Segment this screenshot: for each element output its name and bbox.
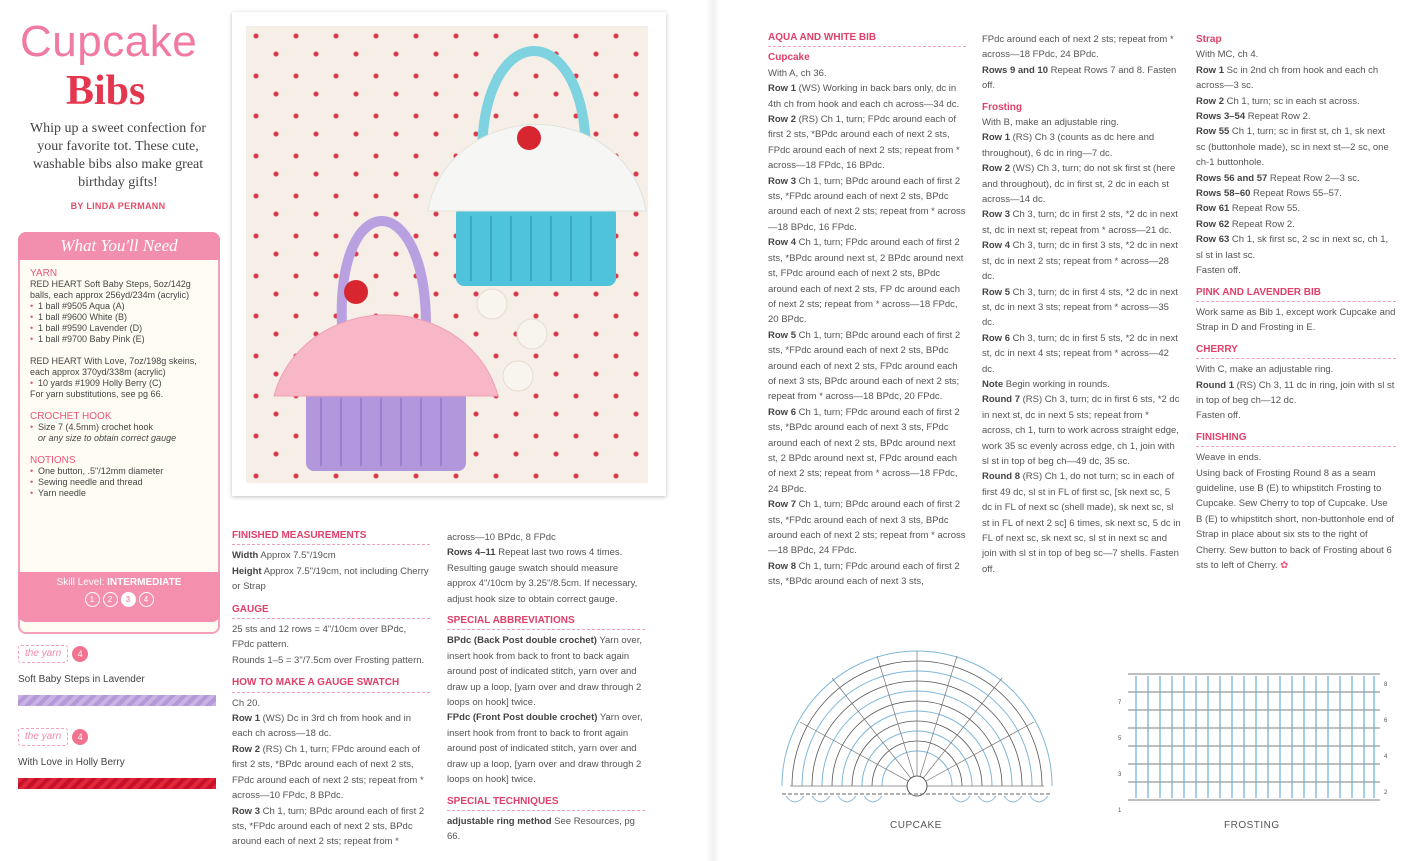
skill-dot: 2 bbox=[103, 592, 118, 607]
cupcake-intro: With A, ch 36. bbox=[768, 67, 827, 79]
materials-list bbox=[30, 266, 212, 499]
round-text: (RS) Ch 3, turn; dc in first 6 sts, *2 dc in next st, dc in next 5 sts; repeat from * across, ch 1, turn to work across straight edge, work 35 sc evenly across edge, ch 1, join with sl st in top of beg ch—49 dc, 35 sc. bbox=[982, 394, 1180, 467]
yarn-name-1: Soft Baby Steps in Lavender bbox=[18, 674, 145, 685]
frosting-row-number: 3 bbox=[1118, 772, 1122, 778]
hook-note: or any size to obtain correct gauge bbox=[38, 433, 177, 443]
title-line2: Bibs bbox=[66, 68, 146, 114]
skill-value: INTERMEDIATE bbox=[107, 577, 182, 588]
left-text-column bbox=[232, 528, 430, 850]
frosting-row-number: 5 bbox=[1118, 736, 1122, 742]
yarn-heading: YARN bbox=[30, 268, 58, 279]
note-text: Begin working in rounds. bbox=[1005, 378, 1110, 390]
row-label: Row 63 bbox=[1196, 234, 1230, 246]
row-label: Row 5 bbox=[768, 329, 796, 341]
yarn-weight-icon: 4 bbox=[72, 729, 88, 745]
row-text: Repeat Row 2. bbox=[1247, 111, 1311, 123]
row-label: Row 2 bbox=[982, 163, 1010, 175]
width-label: Width bbox=[232, 550, 259, 562]
frosting-stitch-diagram bbox=[1108, 664, 1398, 819]
row-label: Row 55 bbox=[1196, 126, 1230, 138]
row-label: Row 2 bbox=[1196, 95, 1224, 107]
right-column-2 bbox=[982, 32, 1182, 577]
frosting-row-number: 1 bbox=[1118, 808, 1122, 814]
yarn-name-2: With Love in Holly Berry bbox=[18, 757, 125, 768]
row-text: Repeat last two rows 4 times. Resulting gauge swatch should measure approx 4"/10cm by 3.25"/8.5cm. If necessary, adjust hook size to obtain correct gauge. bbox=[447, 547, 638, 605]
notions-heading: NOTIONS bbox=[30, 455, 76, 466]
row-text: Repeat Row 2. bbox=[1231, 218, 1295, 230]
cupcake-stitch-diagram bbox=[772, 636, 1062, 816]
cherry-fasten: Fasten off. bbox=[1196, 410, 1241, 422]
row-text: Ch 1, turn; BPdc around each of first 2 sts, *FPdc around each of next 2 sts, BPdc around each of next 2 sts; repeat from * across—18 BPdc, 16 FPdc. bbox=[768, 175, 966, 233]
frosting-row-number: 8 bbox=[1384, 682, 1388, 688]
yarn1-item: • 1 ball #9590 Lavender (D) bbox=[30, 323, 212, 334]
row-text: Ch 1, turn; BPdc around each of first 2 sts, *FPdc around each of next 2 sts, BPdc around each of next 2 sts, FPdc around each of next 3 sts, BPdc around each of next 2 sts; repeat from * across—18 BPdc, 20 FPdc. bbox=[768, 329, 961, 403]
row-label: Rows 58–60 bbox=[1196, 188, 1251, 200]
row-text: Ch 1, sk first sc, 2 sc in next sc, ch 1, sl st in last sc. bbox=[1196, 234, 1389, 261]
cherry-heading: CHERRY bbox=[1196, 342, 1396, 359]
skill-dot-active: 3 bbox=[121, 592, 136, 607]
row-label: Rows 3–54 bbox=[1196, 111, 1246, 123]
height-text: Approx 7.5"/19cm, not including Cherry or Strap bbox=[232, 565, 429, 593]
row-text: Ch 3, turn; dc in first 4 sts, *2 dc in next st, dc in next 3 sts; repeat from * across—35 dc. bbox=[982, 286, 1178, 329]
row-text: Ch 3, turn; dc in first 2 sts, *2 dc in next st, dc in next st; repeat from * across—21 dc. bbox=[982, 209, 1178, 236]
frosting-diagram-label: FROSTING bbox=[1224, 820, 1280, 831]
yarn-sub-note: For yarn substitutions, see pg 66. bbox=[30, 389, 164, 399]
row-label: Row 2 bbox=[768, 114, 796, 126]
row-label: Row 4 bbox=[768, 237, 796, 249]
swatch-continued: across—10 BPdc, 8 FPdc bbox=[447, 532, 556, 543]
cupcake-continued: FPdc around each of next 2 sts; repeat from * across—18 FPdc, 24 BPdc. bbox=[982, 34, 1174, 61]
technique-label: adjustable ring method bbox=[447, 815, 552, 827]
row-text: Ch 1, turn; BPdc around each of first 2 sts, *FPdc around each of next 3 sts, BPdc around each of next 2 sts; repeat from * across—18 BPdc, 24 FPdc. bbox=[768, 499, 966, 557]
row-label: Row 61 bbox=[1196, 203, 1230, 215]
techniques-heading: SPECIAL TECHNIQUES bbox=[447, 794, 645, 811]
swatch-ch: Ch 20. bbox=[232, 697, 260, 709]
row-label: Row 6 bbox=[768, 406, 796, 418]
gauge-text-1: 25 sts and 12 rows = 4"/10cm over BPdc, FPdc pattern. bbox=[232, 624, 407, 651]
row-label: Rows 4–11 bbox=[447, 547, 496, 559]
strap-subheading: Strap bbox=[1196, 34, 1222, 45]
row-text: Ch 3, turn; dc in first 3 sts, *2 dc in next st, dc in next 2 sts; repeat from * across—28 dc. bbox=[982, 240, 1178, 283]
bibs-illustration bbox=[246, 26, 648, 483]
fpdc-text: Yarn over, insert hook from front to back to front again around post of indicated stitch, yarn over and draw up a loop, [yarn over and draw through 2 loops on hook] twice. bbox=[447, 712, 643, 786]
row-text: Repeat Row 2—3 sc. bbox=[1269, 172, 1360, 184]
round-text: (RS) Ch 1, do not turn; sc in each of first 49 dc, sl st in FL of first sc, [sk next sc, 5 dc in FL of next sc (shell made), sk next sc, sl st in FL of next 2 sc] 6 times, sk next sc, 5 dc in FL of next sc, sk next sc, sl st in next sc and join with sl st in top of beg sc—7 shells. Fasten off. bbox=[982, 471, 1181, 575]
gauge-text-2: Rounds 1–5 = 3"/7.5cm over Frosting pattern. bbox=[232, 654, 425, 666]
gauge-swatch-heading: HOW TO MAKE A GAUGE SWATCH bbox=[232, 675, 430, 692]
title-line1: Cupcake bbox=[20, 17, 198, 66]
abbreviations-heading: SPECIAL ABBREVIATIONS bbox=[447, 613, 645, 630]
row-label: Row 6 bbox=[982, 332, 1010, 344]
finishing-text-1: Weave in ends. bbox=[1196, 452, 1262, 464]
frosting-row-number: 7 bbox=[1118, 700, 1122, 706]
cupcake-bibs-photo bbox=[246, 26, 648, 483]
row-text: Ch 1, turn; FPdc around each of first 2 sts, *BPdc around each of next 3 sts, bbox=[768, 560, 960, 588]
materials-heading: What You'll Need bbox=[18, 232, 220, 260]
row-label: Row 4 bbox=[982, 240, 1010, 252]
frosting-intro: With B, make an adjustable ring. bbox=[982, 117, 1119, 129]
pink-bib-heading: PINK AND LAVENDER BIB bbox=[1196, 285, 1396, 302]
gauge-heading: GAUGE bbox=[232, 602, 430, 619]
aqua-bib-heading: AQUA AND WHITE BIB bbox=[768, 30, 966, 47]
notions-item: • Sewing needle and thread bbox=[30, 477, 212, 488]
yarn-tag-label: the yarn bbox=[18, 728, 68, 746]
row-text: Ch 1, turn; FPdc around each of first 2 sts, *BPdc around next st, 2 BPdc around next st, FPdc around each of next 2 sts, BPdc around each of next 2 sts, FP dc around each of next 2 sts; repeat from * across—18 FPdc, 20 BPdc. bbox=[768, 237, 964, 326]
right-column-3 bbox=[1196, 32, 1396, 573]
yarn1-item: • 1 ball #9505 Aqua (A) bbox=[30, 301, 212, 312]
strap-fasten: Fasten off. bbox=[1196, 265, 1241, 277]
row-label: Row 3 bbox=[982, 209, 1010, 221]
row-label: Row 8 bbox=[768, 560, 796, 572]
row-text: Ch 1, turn; FPdc around each of first 2 sts, *BPdc around each of next 3 sts, FPdc around each of next 2 sts, BPdc around next st, 2 BPdc around next st, FPdc around each of next 2 sts; repeat from * across—18 FPdc, 24 BPdc. bbox=[768, 406, 960, 495]
notions-item: • Yarn needle bbox=[30, 488, 212, 499]
lavender-yarn-swatch bbox=[18, 695, 216, 706]
notions-item: • One button, .5"/12mm diameter bbox=[30, 466, 212, 477]
row-label: Row 7 bbox=[768, 499, 796, 511]
row-text: (RS) Ch 1, turn; FPdc around each of first 2 sts, *BPdc around each of next 2 sts, FPdc around each of next 2 sts; repeat from * across—10 FPdc, 8 BPdc. bbox=[232, 743, 424, 802]
cupcake-subheading: Cupcake bbox=[768, 52, 810, 64]
round-label: Round 1 bbox=[1196, 379, 1234, 391]
row-text: (WS) Working in back bars only, dc in 4th ch from hook and each ch across—34 dc. bbox=[768, 83, 960, 110]
note-label: Note bbox=[982, 378, 1004, 390]
skill-dot: 4 bbox=[139, 592, 154, 607]
row-label: Rows 9 and 10 bbox=[982, 64, 1048, 76]
row-label: Row 1 bbox=[1196, 64, 1224, 76]
row-text: (RS) Ch 1, turn; FPdc around each of first 2 sts, *BPdc around each of next 2 sts, FPdc around each of next 2 sts; repeat from * across—18 FPdc, 16 BPdc. bbox=[768, 114, 960, 172]
fpdc-label: FPdc (Front Post double crochet) bbox=[447, 712, 598, 724]
row-text: Ch 3, turn; dc in first 5 sts, *2 dc in next st, dc in next 4 sts; repeat from * across—42 dc. bbox=[982, 332, 1178, 375]
yarn-tag-1 bbox=[18, 645, 88, 663]
yarn1-desc: RED HEART Soft Baby Steps, 5oz/142g balls, each approx 256yd/234m (acrylic) bbox=[30, 279, 191, 300]
right-column-1 bbox=[768, 30, 966, 590]
round-label: Round 8 bbox=[982, 471, 1020, 483]
row-text: Repeat Rows 55–57. bbox=[1253, 188, 1342, 200]
strap-intro: With MC, ch 4. bbox=[1196, 49, 1259, 61]
yarn2-item: • 10 yards #1909 Holly Berry (C) bbox=[30, 378, 212, 389]
width-text: Approx 7.5"/19cm bbox=[260, 550, 336, 562]
cupcake-diagram-label: CUPCAKE bbox=[890, 820, 942, 831]
skill-dot: 1 bbox=[85, 592, 100, 607]
finishing-text-2: Using back of Frosting Round 8 as a seam guideline, use B (E) to whipstitch Frosting to Cupcake. Sew Cherry to top of Cupcake. Use B (E) to whipstitch short, non-buttonhole end of Strap in place about six sts to the right of Cherry. Sew button to back of Frosting about 6 sts to left of Cherry. ✿ bbox=[1196, 467, 1395, 571]
cherry-intro: With C, make an adjustable ring. bbox=[1196, 364, 1334, 376]
hook-heading: CROCHET HOOK bbox=[30, 411, 112, 422]
frosting-subheading: Frosting bbox=[982, 101, 1022, 113]
bpdc-label: BPdc (Back Post double crochet) bbox=[447, 635, 597, 647]
row-label: Row 62 bbox=[1196, 218, 1230, 230]
technique-text: See Resources, pg 66. bbox=[447, 815, 635, 843]
round-text: (RS) Ch 3, 11 dc in ring, join with sl st in top of beg ch—12 dc. bbox=[1196, 379, 1395, 406]
row-label: Row 3 bbox=[232, 805, 260, 817]
row-text: (WS) Dc in 3rd ch from hook and in each ch across—18 dc. bbox=[232, 713, 411, 740]
row-label: Row 1 bbox=[982, 132, 1010, 144]
bpdc-text: Yarn over, insert hook from back to front to back again around post of indicated stitch, yarn over and draw up a loop, [yarn over and draw through 2 loops on hook] twice. bbox=[447, 635, 642, 709]
yarn-weight-icon: 4 bbox=[72, 646, 88, 662]
page-gutter bbox=[706, 0, 720, 861]
row-label: Rows 56 and 57 bbox=[1196, 172, 1268, 184]
yarn-tag-2 bbox=[18, 728, 88, 746]
yarn2-desc: RED HEART With Love, 7oz/198g skeins, each approx 370yd/338m (acrylic) bbox=[30, 356, 197, 377]
holly-berry-yarn-swatch bbox=[18, 778, 216, 789]
row-label: Row 5 bbox=[982, 286, 1010, 298]
finishing-heading: FINISHING bbox=[1196, 430, 1396, 447]
frosting-row-number: 4 bbox=[1384, 754, 1388, 760]
row-label: Row 3 bbox=[768, 175, 796, 187]
dek: Whip up a sweet confection for your favorite tot. These cute, washable bibs also make great birthday gifts! bbox=[29, 121, 207, 190]
row-label: Row 2 bbox=[232, 743, 260, 755]
hook-item: • Size 7 (4.5mm) crochet hook bbox=[30, 422, 212, 433]
yarn1-item: • 1 ball #9600 White (B) bbox=[30, 312, 212, 323]
row-label: Row 1 bbox=[232, 713, 260, 725]
yarn1-item: • 1 ball #9700 Baby Pink (E) bbox=[30, 334, 212, 345]
row-text: Sc in 2nd ch from hook and each ch across—3 sc. bbox=[1196, 64, 1379, 92]
row-text: Repeat Row 55. bbox=[1231, 203, 1301, 215]
height-label: Height bbox=[232, 565, 262, 577]
row-label: Row 1 bbox=[768, 83, 796, 95]
row-text: Ch 1, turn; sc in first st, ch 1, sk next sc (buttonhole made), sc in next st—2 sc, one ch-1 buttonhole. bbox=[1196, 126, 1389, 169]
finished-measurements-heading: FINISHED MEASUREMENTS bbox=[232, 528, 430, 545]
pink-bib-text: Work same as Bib 1, except work Cupcake and Strap in D and Frosting in E. bbox=[1196, 306, 1396, 334]
row-text: Ch 1, turn; sc in each st across. bbox=[1226, 95, 1360, 107]
middle-text-column bbox=[447, 530, 645, 845]
frosting-row-number: 2 bbox=[1384, 790, 1388, 796]
frosting-row-number: 6 bbox=[1384, 718, 1388, 724]
skill-label: Skill Level: bbox=[56, 577, 105, 588]
round-label: Round 7 bbox=[982, 394, 1020, 406]
row-text: (WS) Ch 3, turn; do not sk first st (here and throughout), dc in first st, 2 dc in each st across—14 dc. bbox=[982, 163, 1176, 206]
row-text: Ch 1, turn; BPdc around each of first 2 sts, *FPdc around each of next 2 sts, BPdc around each of next 2 sts; repeat from * bbox=[232, 805, 425, 848]
end-mark-icon: ✿ bbox=[1280, 560, 1289, 571]
byline: BY LINDA PERMANN bbox=[70, 201, 166, 211]
row-text: (RS) Ch 3 (counts as dc here and throughout), 6 dc in ring—7 dc. bbox=[982, 132, 1155, 159]
yarn-tag-label: the yarn bbox=[18, 645, 68, 663]
skill-level bbox=[18, 572, 220, 622]
row-text: Repeat Rows 7 and 8. Fasten off. bbox=[982, 64, 1177, 92]
